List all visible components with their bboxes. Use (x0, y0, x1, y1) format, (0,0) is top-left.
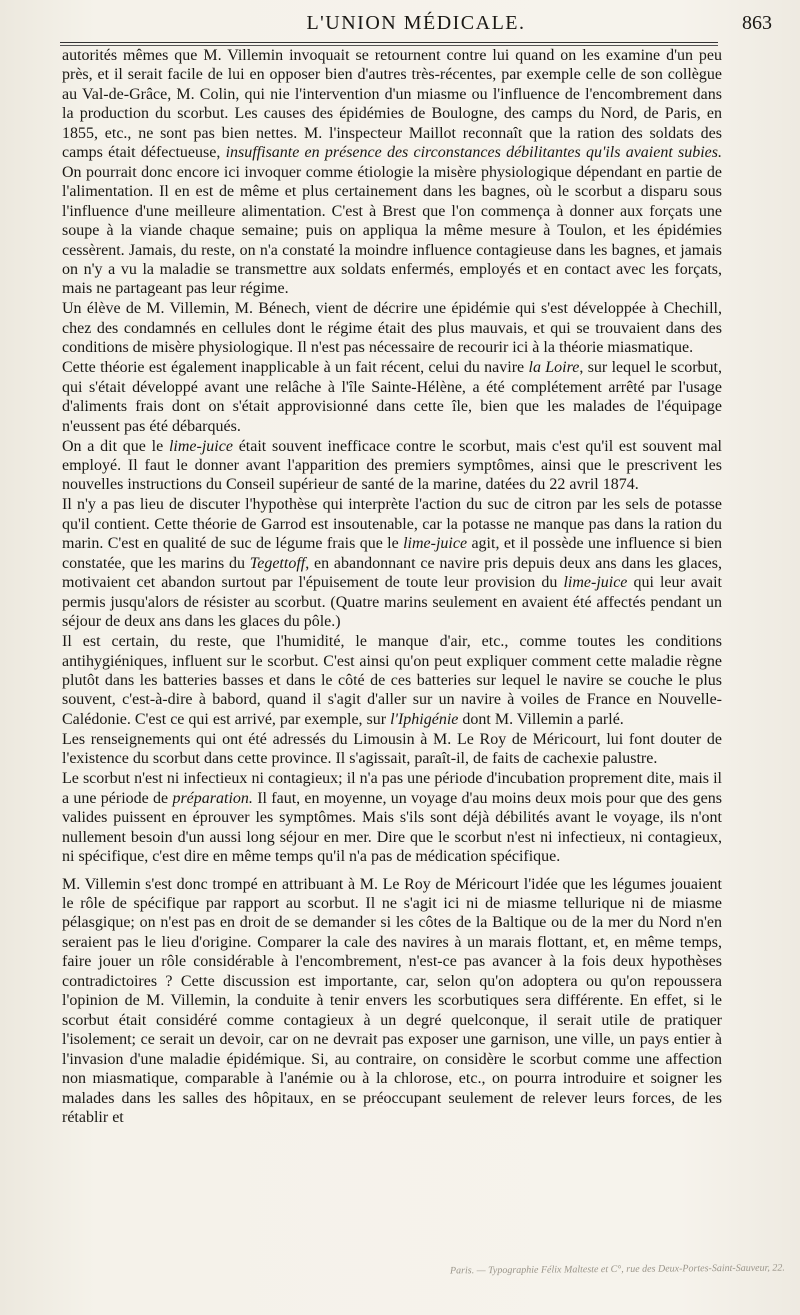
text-run: était souvent inefficace contre le scorbut, mais c'est qu'il est souvent mal employé. Il faut le donner avant l'apparition des premiers symptômes, ainsi que le prescrivent les nouvelles instructions du Conseil supérieur de santé de la marine, datées du 22 avril 1874. (62, 437, 722, 494)
paragraph-6 (62, 632, 722, 729)
text-run: agit, et il possède une influence si bien constatée, que les marins du (62, 535, 722, 572)
paragraph-3 (62, 358, 722, 436)
text-run: Les renseignements qui ont été adressés du Limousin à M. Le Roy de Méricourt, lui font douter de l'existence du scorbut dans cette province. Il s'agissait, paraît-il, de faits de cachexie palustre. (62, 730, 722, 768)
paragraph-4 (62, 437, 722, 495)
printer-imprint: Paris. — Typographie Félix Malteste et C°, rue des Deux-Portes-Saint-Sauveur, 22. (449, 1262, 785, 1277)
paragraph-5 (62, 495, 722, 631)
paragraph-8 (62, 769, 722, 866)
italic-run: insuffisante en présence des circonstances débilitantes qu'ils avaient subies. (225, 144, 722, 162)
page-number: 863 (742, 12, 772, 34)
text-run: qui leur avait permis jusqu'alors de résister au scorbut. (Quatre marins seulement en avaient été affectés pendant un séjour de deux ans dans les glaces du pôle.) (62, 574, 723, 631)
body-text (62, 46, 722, 1127)
italic-run: la Loire (528, 359, 580, 377)
text-run: Il est certain, du reste, que l'humidité, le manque d'air, etc., comme toutes les conditions antihygiéniques, influent sur le scorbut. C'est ainsi qu'on peut expliquer comment cette maladie règne plutôt dans les batteries basses et dans le côté de ces batteries sur lequel le navire se couche le plus souvent, c'est-à-dire à babord, quand il s'agit d'aller sur un navire à voiles de France en Nouvelle-Calédonie. C'est ce qui est arrivé, par exemple, sur (62, 633, 722, 728)
text-run: , sur lequel le scorbut, qui s'était développé avant une relâche à l'île Sainte-Hélène, a été complétement arrêté par l'usage d'aliments frais dont on s'était approvisionné dans cette île, bien que les malades de l'équipage n'eussent pas été débarqués. (62, 359, 722, 435)
italic-run: lime-juice (403, 535, 468, 553)
text-run: Un élève de M. Villemin, M. Bénech, vient de décrire une épidémie qui s'est développée à Chechill, chez des condamnés en cellules dont le régime était des plus mauvais, et qui se trouvaient dans des conditions de misère physiologique. Il n'est pas nécessaire de recourir ici à la théorie miasmatique. (62, 300, 722, 357)
text-run: Le scorbut n'est ni infectieux ni contagieux; il n'a pas une période d'incubation proprement dite, mais il a une période de (62, 770, 722, 807)
italic-run: Tegettoff (249, 554, 306, 572)
text-run: dont M. Villemin a parlé. (458, 710, 624, 728)
italic-run: l'Iphigénie (390, 710, 459, 728)
paragraph-7 (62, 730, 722, 769)
text-run: M. Villemin s'est donc trompé en attribuant à M. Le Roy de Méricourt l'idée que les légumes jouaient le rôle de spécifique par rapport au scorbut. Il ne s'agit ici ni de miasme tellurique ni de miasme pélasgique; on n'est pas en droit de se demander si les côtes de la Baltique ou de la mer du Nord n'en seraient pas le lieu d'origine. Comparer la cale des navires à un marais flottant, et, en même temps, faire jouer un rôle considérable à l'encombrement, n'est-ce pas avancer à la fois deux hypothèses contradictoires ? Cette discussion est importante, car, selon qu'on adoptera ou qu'on repoussera l'opinion de M. Villemin, la conduite à tenir envers les scorbutiques sera différente. En effet, si le scorbut était considéré comme contagieux à un degré quelconque, il serait utile de pratiquer l'isolement; ce serait un devoir, car on ne devrait pas exposer une garnison, une ville, un pays entier à l'invasion d'une maladie épidémique. Si, au contraire, on considère le scorbut comme une affection non miasmatique, comparable à l'anémie ou à la chlorose, etc., on pourra introduire et soigner les malades dans les salles des hôpitaux, en se préoccupant seulement de relever leurs forces, de les rétablir et (62, 875, 722, 1126)
italic-run: préparation. (172, 789, 253, 807)
italic-run: lime-juice (168, 437, 233, 455)
text-run: Cette théorie est également inapplicable à un fait récent, celui du navire (62, 359, 529, 377)
text-run: , en abandonnant ce navire pris depuis deux ans dans les glaces, motivaient cet abandon surtout par l'épuisement de toute leur provision du (62, 554, 722, 592)
page-header (60, 12, 772, 42)
running-title: L'UNION MÉDICALE. (306, 12, 526, 34)
paragraph-2 (62, 299, 722, 357)
text-run: On a dit que le (62, 437, 169, 455)
paragraph-9 (62, 875, 722, 1128)
text-run: Il n'y a pas lieu de discuter l'hypothèse qui interprète l'action du suc de citron par les sels de potasse qu'il contient. Cette théorie de Garrod est insoutenable, car la potasse ne manque pas dans la ration du marin. C'est en qualité de suc de légume frais que le (62, 496, 722, 553)
text-run: Il faut, en moyenne, un voyage d'au moins deux mois pour que des gens valides puissent en éprouver les symptômes. Mais s'ils sont déjà débilités avant le voyage, ils n'ont nullement besoin d'un aussi long séjour en mer. Dire que le scorbut n'est ni infectieux, ni contagieux, ni spécifique, c'est dire en même temps qu'il n'a pas de médication spécifique. (62, 789, 722, 866)
paragraph-1 (62, 46, 722, 299)
text-run: On pourrait donc encore ici invoquer comme étiologie la misère physiologique dépendant en partie de l'alimentation. Il en est de même et plus certainement dans les bagnes, où le scorbut a disparu sous l'influence d'une meilleure alimentation. C'est à Brest que l'on commença à donner aux forçats une soupe à la viande chaque semaine; puis on appliqua la même mesure à Toulon, et les épidémies cessèrent. Jamais, du reste, on n'a constaté la moindre influence contagieuse dans les bagnes, et jamais on n'y a vu la maladie se transmettre aux soldats enfermés, employés et en contact avec les forçats, mais ne partageant pas leur régime. (62, 163, 722, 298)
text-run: autorités mêmes que M. Villemin invoquait se retournent contre lui quand on les examine d'un peu près, et il serait facile de lui en opposer bien d'autres très-récentes, par exemple celle de son collègue au Val-de-Grâce, M. Colin, qui nie l'intervention d'un miasme ou l'influence de l'encombrement dans la production du scorbut. Les causes des épidémies de Boulogne, des camps du Nord, de Paris, en 1855, etc., ne sont pas bien nettes. M. l'inspecteur Maillot reconnaît que la ration des soldats des camps était défectueuse, (62, 47, 722, 162)
italic-run: lime-juice (563, 574, 628, 592)
